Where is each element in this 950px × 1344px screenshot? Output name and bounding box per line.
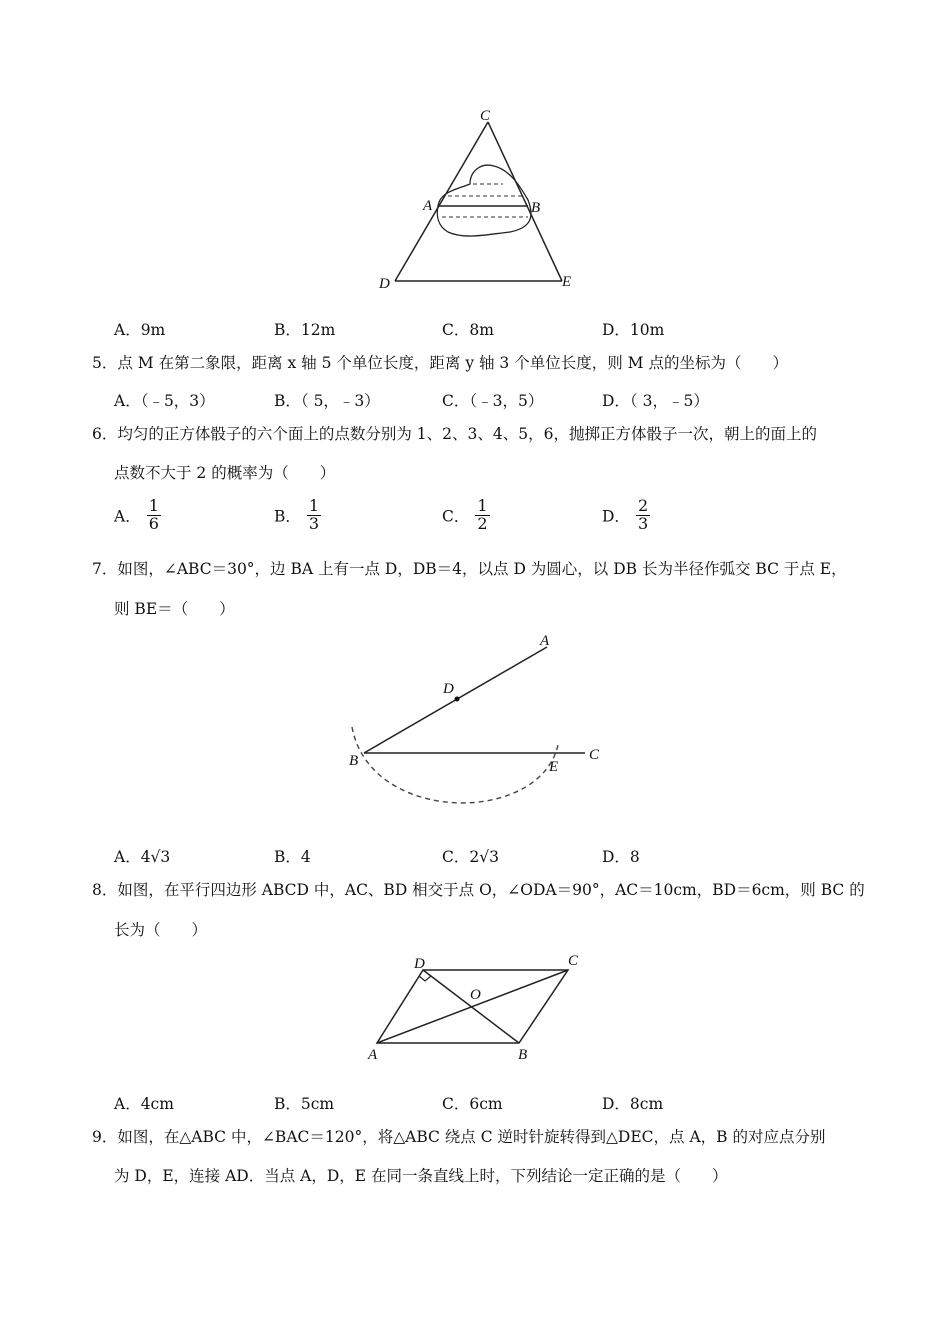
q4-option-d[interactable]: D．10m <box>602 321 665 339</box>
q7-option-a[interactable]: A．4√3 <box>114 848 171 866</box>
numerator: 1 <box>148 496 159 515</box>
q8-option-a[interactable]: A．4cm <box>114 1095 174 1113</box>
q5-stem: 5．点 M 在第二象限，距离 x 轴 5 个单位长度，距离 y 轴 3 个单位长度，则 M 点的坐标为（ ） <box>92 354 788 372</box>
q8-label-d: D <box>414 956 425 972</box>
q4-option-a[interactable]: A．9m <box>114 321 166 339</box>
q7-arc-figure <box>340 625 620 815</box>
q6-option-a-fraction <box>147 498 161 533</box>
q8-option-c[interactable]: C．6cm <box>442 1095 503 1113</box>
q7-stem-line2: 则 BE＝（ ） <box>114 600 235 618</box>
q4-label-e: E <box>562 274 572 290</box>
q8-label-c: C <box>568 953 579 969</box>
numerator: 1 <box>308 496 320 515</box>
q6-stem-line2: 点数不大于 2 的概率为（ ） <box>114 464 336 482</box>
q6-option-c[interactable] <box>442 498 490 533</box>
q7-label-e: E <box>549 759 559 775</box>
numerator: 1 <box>477 496 488 515</box>
q7-label-a: A <box>540 633 550 649</box>
q7-option-d[interactable]: D．8 <box>602 848 640 866</box>
q6-stem-line1: 6．均匀的正方体骰子的六个面上的点数分别为 1、2、3、4、5，6，抛掷正方体骰子一次，朝上的面上的 <box>92 425 817 443</box>
q7-label-c: C <box>589 747 600 763</box>
q4-option-c[interactable]: C．8m <box>442 321 494 339</box>
q8-stem-line2: 长为（ ） <box>114 921 208 939</box>
q7-label-b: B <box>349 753 359 769</box>
q8-stem-line1: 8．如图，在平行四边形 ABCD 中，AC、BD 相交于点 O，∠ODA＝90°，AC＝10cm，BD＝6cm，则 BC 的 <box>92 881 865 899</box>
q7-label-d: D <box>443 681 454 697</box>
denominator: 3 <box>637 513 649 533</box>
q6-option-a-label: A． <box>114 507 141 526</box>
q5-option-c[interactable]: C．（﹣3，5） <box>442 392 544 410</box>
q4-triangle-figure <box>370 100 590 300</box>
q9-stem-line2: 为 D，E，连接 AD．当点 A，D，E 在同一条直线上时，下列结论一定正确的是（ ） <box>114 1167 728 1185</box>
denominator: 3 <box>308 513 320 533</box>
q9-stem-line1: 9．如图，在△ABC 中，∠BAC＝120°，将△ABC 绕点 C 逆时针旋转得到△DEC，点 A，B 的对应点分别 <box>92 1128 826 1146</box>
numerator: 2 <box>637 496 649 515</box>
q4-label-a: A <box>423 198 433 214</box>
q7-option-b[interactable]: B．4 <box>274 848 311 866</box>
q5-option-a[interactable]: A．（﹣5，3） <box>114 392 215 410</box>
q4-option-b[interactable]: B．12m <box>274 321 336 339</box>
q5-option-b[interactable]: B．（ 5，﹣3） <box>274 392 380 410</box>
q6-option-a[interactable] <box>114 498 161 533</box>
q6-option-b-label: B． <box>274 507 301 526</box>
q4-label-d: D <box>379 276 390 292</box>
q6-option-b-fraction <box>307 498 321 533</box>
q4-label-b: B <box>531 200 541 216</box>
denominator: 6 <box>148 513 159 533</box>
q6-option-d-label: D． <box>602 507 630 526</box>
q8-label-b: B <box>518 1047 528 1063</box>
q5-option-d[interactable]: D．（ 3，﹣5） <box>602 392 709 410</box>
q8-label-o: O <box>470 987 481 1003</box>
q6-option-b[interactable] <box>274 498 321 533</box>
q8-option-b[interactable]: B．5cm <box>274 1095 335 1113</box>
q4-label-c: C <box>480 108 491 124</box>
q6-option-c-fraction <box>475 498 489 533</box>
q8-label-a: A <box>368 1047 378 1063</box>
q7-stem-line1: 7．如图，∠ABC＝30°，边 BA 上有一点 D，DB＝4，以点 D 为圆心，以 DB 长为半径作弧交 BC 于点 E， <box>92 560 847 578</box>
q6-option-d-fraction <box>636 498 650 533</box>
q7-option-c[interactable]: C．2√3 <box>442 848 499 866</box>
q6-option-c-label: C． <box>442 507 470 526</box>
q6-option-d[interactable] <box>602 498 650 533</box>
q8-parallelogram-figure <box>360 948 600 1068</box>
q8-option-d[interactable]: D．8cm <box>602 1095 664 1113</box>
denominator: 2 <box>477 513 488 533</box>
